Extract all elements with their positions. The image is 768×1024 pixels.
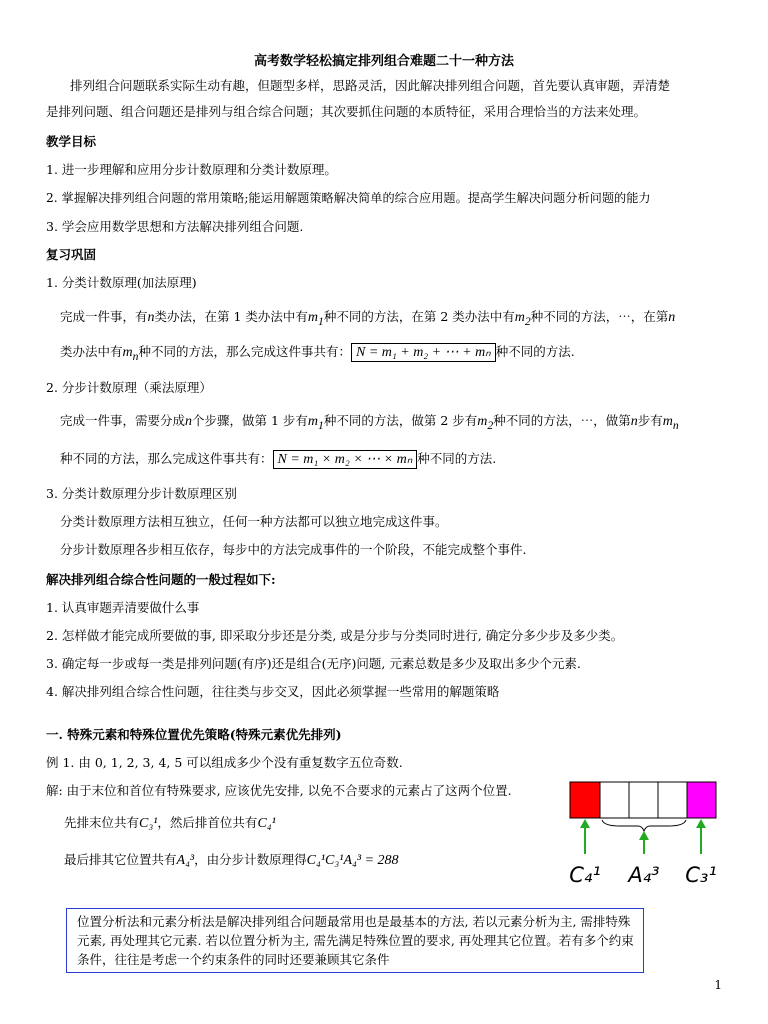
- solution-step-1: [64, 815, 276, 832]
- brace: [602, 820, 686, 831]
- diagram-label: A₄³: [628, 863, 660, 887]
- add-rule-heading: 1. 分类计数原理(加法原理): [46, 275, 197, 290]
- math-var: $m_n$: [122, 345, 139, 363]
- goals-heading: 教学目标: [46, 134, 97, 149]
- goal-item: 2. 掌握解决排列组合问题的常用策略;能运用解题策略解决简单的综合应用题。提高学生解决问题分析问题的能力: [46, 191, 651, 205]
- page-number: 1: [714, 978, 722, 992]
- process-item: 4. 解决排列组合综合性问题，往往类与步交叉，因此必须掌握一些常用的解题策略: [46, 684, 500, 699]
- text-segment: 完成一件事，需要分成: [60, 413, 186, 428]
- math-var: $m_2$: [514, 310, 531, 328]
- text-segment: 种不同的方法，做第 2 步有: [323, 413, 478, 428]
- diff-item: 分类计数原理方法相互独立，任何一种方法都可以独立地完成这件事。: [60, 514, 448, 529]
- text-segment: 种不同的方法.: [417, 451, 497, 466]
- diff-heading: 3. 分类计数原理分步计数原理区别: [46, 486, 237, 501]
- add-rule-line-1: [60, 309, 675, 330]
- process-item: 1. 认真审题弄清要做什么事: [46, 600, 200, 615]
- add-rule-formula-box: N = m₁ + m₂ + ⋯ + mₙ: [351, 343, 496, 362]
- arrow-head: [639, 831, 649, 840]
- math-var: $m_1$: [307, 310, 324, 328]
- first-position-box: [570, 782, 600, 818]
- diagram-label: C₄¹: [569, 863, 601, 887]
- mul-rule-line-2: [60, 451, 496, 468]
- example-1: 例 1. 由 0, 1, 2, 3, 4, 5 可以组成多少个没有重复数字五位奇数.: [46, 755, 403, 770]
- text-segment: 种不同的方法.: [495, 344, 575, 359]
- add-rule-line-2: [60, 344, 575, 365]
- tip-box: 位置分析法和元素分析法是解决排列组合问题最常用也是最基本的方法, 若以元素分析为主, 需排特殊元素, 再处理其它元素. 若以位置分析为主, 需先满足特殊位置的要求, 再处理其它位置。若有多个约束条件，往往是考虑一个约束条件的同时还要兼顾其它条件: [66, 908, 644, 973]
- math-var: n: [185, 414, 193, 429]
- review-heading: 复习巩固: [46, 247, 97, 262]
- arrow-head: [580, 819, 590, 828]
- section-1-heading: 一. 特殊元素和特殊位置优先策略(特殊元素优先排列): [46, 727, 342, 742]
- solution-line: 解: 由于末位和首位有特殊要求, 应该优先安排, 以免不合要求的元素占了这两个位置.: [46, 783, 512, 798]
- text-segment: 完成一件事，有: [60, 309, 148, 324]
- last-position-box: [687, 782, 716, 818]
- middle-position-box: [658, 782, 687, 818]
- solution-step-2: [64, 852, 399, 869]
- text-segment: 类办法中有: [60, 344, 123, 359]
- middle-position-box: [629, 782, 658, 818]
- math-expr: C₃¹: [139, 816, 158, 831]
- math-var: $m_n$: [662, 414, 679, 432]
- goal-item: 1. 进一步理解和应用分步计数原理和分类计数原理。: [46, 162, 337, 177]
- text-segment: ，然后排首位共有: [157, 815, 258, 830]
- position-diagram: [560, 778, 730, 890]
- text-segment: ，由分步计数原理得: [194, 852, 307, 867]
- text-segment: 种不同的方法，在第 2 类办法中有: [323, 309, 515, 324]
- text-segment: 步有: [637, 413, 663, 428]
- text-segment: 种不同的方法，⋯，做第: [493, 413, 631, 428]
- middle-position-box: [600, 782, 629, 818]
- process-item: 2. 怎样做才能完成所要做的事, 即采取分步还是分类, 或是分步与分类同时进行, 确定分多少步及多少类。: [46, 628, 624, 643]
- text-segment: 种不同的方法，那么完成这件事共有：: [60, 451, 273, 466]
- intro-line-2: 是排列问题、组合问题还是排列与组合综合问题；其次要抓住问题的本质特征，采用合理恰当的方法来处理。: [46, 104, 647, 119]
- text-segment: 先排末位共有: [64, 815, 140, 830]
- math-expr: C₄¹: [257, 816, 276, 831]
- process-heading: 解决排列组合综合性问题的一般过程如下:: [46, 572, 276, 587]
- diagram-label: C₃¹: [685, 863, 717, 887]
- math-var: $m_2$: [477, 414, 494, 432]
- mul-rule-formula-box: N = m₁ × m₂ × ⋯ × mₙ: [273, 450, 418, 469]
- diff-item: 分步计数原理各步相互依存，每步中的方法完成事件的一个阶段，不能完成整个事件.: [60, 542, 527, 557]
- text-segment: 类办法，在第 1 类办法中有: [154, 309, 308, 324]
- text-segment: 种不同的方法，⋯，在第: [530, 309, 669, 324]
- math-var: n: [147, 310, 155, 325]
- page-title: 高考数学轻松搞定排列组合难题二十一种方法: [253, 54, 514, 69]
- arrow-head: [696, 819, 706, 828]
- math-var: $m_1$: [307, 414, 324, 432]
- math-var: n: [668, 310, 676, 325]
- mul-rule-line-1: [60, 413, 679, 434]
- math-expr: C₄¹C₃¹A₄³ = 288: [306, 853, 399, 868]
- process-item: 3. 确定每一步或每一类是排列问题(有序)还是组合(无序)问题, 元素总数是多少及取出多少个元素.: [46, 656, 581, 671]
- text-segment: 种不同的方法，那么完成这件事共有：: [138, 344, 351, 359]
- text-segment: 最后排其它位置共有: [64, 852, 177, 867]
- math-var: n: [630, 414, 638, 429]
- math-expr: A₄³: [176, 853, 195, 868]
- text-segment: 个步骤，做第 1 步有: [192, 413, 308, 428]
- mul-rule-heading: 2. 分步计数原理（乘法原理）: [46, 380, 212, 395]
- goal-item: 3. 学会应用数学思想和方法解决排列组合问题.: [46, 219, 304, 234]
- intro-line-1: 排列组合问题联系实际生动有趣，但题型多样，思路灵活，因此解决排列组合问题，首先要认真审题，弄清楚: [70, 78, 671, 93]
